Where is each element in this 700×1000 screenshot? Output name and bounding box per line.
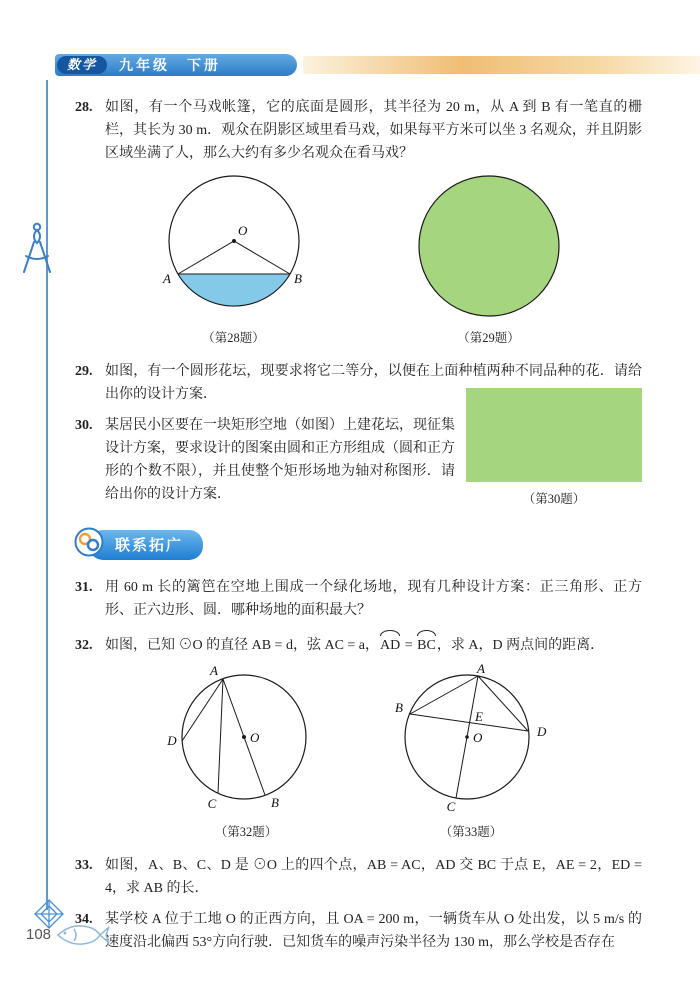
header-orange-band: [303, 56, 700, 74]
label-D: D: [166, 733, 177, 748]
figure-28: [149, 171, 319, 346]
problem-34: [75, 908, 642, 954]
label-C: C: [207, 796, 216, 811]
arc-AD: AD: [379, 634, 401, 657]
figure-32-caption: （第32题）: [214, 825, 278, 839]
label-A: A: [476, 663, 485, 676]
figure-33: [389, 663, 554, 840]
figure-33-caption: （第33题）: [439, 825, 503, 839]
problem-28: [75, 96, 642, 165]
problem-32-text: [105, 634, 642, 657]
section-badge-wrap: [89, 530, 203, 560]
label-B: B: [270, 795, 279, 810]
problem-28-text: 如图，有一个马戏帐篷，它的底面是圆形，其半径为 20 m，从 A 到 B 有一笔直的栅栏，其长为 30 m．观众在阴影区域里看马戏，如果每平方米可以坐 3 名观众，并且阴影区域坐满了人，那么大约有多少名观众在看马戏？: [105, 100, 642, 161]
center-dot: [242, 735, 246, 739]
rectangular-plot: [466, 388, 642, 482]
figure-30-diagram: [466, 388, 642, 482]
page-number: 108: [26, 926, 52, 943]
center-dot: [465, 735, 469, 739]
problem-33-text: 如图，A、B、C、D 是 ⊙O 上的四个点，AB = AC，AD 交 BC 于点 E，AE = 2，ED = 4，求 AB 的长．: [105, 858, 642, 896]
problem-31-text: 用 60 m 长的篱笆在空地上围成一个绿化场地，现有几种设计方案：正三角形、正方形、正六边形、圆．哪种场地的面积最大？: [105, 580, 642, 618]
subject-logo: 数学: [57, 56, 107, 74]
problem-34-text: 某学校 A 位于工地 O 的正西方向，且 OA = 200 m，一辆货车从 O 处出发，以 5 m/s 的速度沿北偏西 53°方向行驶．已知货车的噪声污染半径为 130 m，那么学校是否存在: [105, 912, 642, 950]
label-C: C: [446, 799, 455, 814]
section-badge: 联系拓广: [89, 530, 203, 560]
compass-icon: [14, 220, 60, 280]
problem-31: [75, 576, 642, 622]
chords: [410, 676, 528, 798]
arc-BC: BC: [416, 634, 437, 657]
chain-link-icon: [73, 526, 105, 558]
figure-29-caption: （第29题）: [457, 331, 520, 345]
problem-29-number: 29.: [75, 364, 93, 379]
label-E: E: [474, 709, 483, 724]
flower-bed-circle: [419, 176, 559, 316]
fish-icon: [54, 922, 112, 948]
figure-29-diagram: [409, 171, 569, 321]
problem-33-number: 33.: [75, 858, 93, 873]
figure-28-diagram: [149, 171, 319, 321]
problem-30: [75, 414, 455, 506]
figure-32: [164, 663, 329, 840]
label-A: A: [162, 271, 171, 286]
problem-32-number: 32.: [75, 638, 93, 653]
figure-32-diagram: [164, 663, 329, 815]
label-A: A: [209, 663, 218, 678]
problem-30-text: 某居民小区要在一块矩形空地（如图）上建花坛，现征集设计方案，要求设计的图案由圆和正方形组成（圆和正方形的个数不限），并且使整个矩形场地为轴对称图形．请给出你的设计方案．: [105, 418, 455, 502]
figure-33-diagram: [389, 663, 554, 815]
margin-rule: [46, 80, 48, 910]
figure-29: [409, 171, 569, 346]
figure-30: [466, 388, 642, 507]
problem-30-section: [75, 414, 642, 506]
problem-32-text-post: ，求 A，D 两点间的距离．: [436, 638, 605, 653]
problem-31-number: 31.: [75, 580, 93, 595]
problem-33: [75, 854, 642, 900]
shaded-segment: [178, 274, 290, 306]
figure-28-caption: （第28题）: [202, 331, 265, 345]
label-O: O: [249, 730, 259, 745]
label-D: D: [536, 724, 546, 739]
problem-34-number: 34.: [75, 912, 93, 927]
figure-row-2: [75, 663, 642, 840]
figure-row-1: [75, 171, 642, 346]
label-O: O: [472, 730, 482, 745]
triangle-oab: [178, 241, 290, 274]
figure-30-caption: （第30题）: [522, 492, 586, 506]
problem-32: [75, 634, 642, 657]
label-O: O: [237, 223, 247, 238]
center-dot: [232, 239, 236, 243]
label-B: B: [394, 700, 403, 715]
page-title: 九年级 下册: [119, 57, 222, 73]
label-B: B: [293, 271, 302, 286]
problem-28-number: 28.: [75, 100, 93, 115]
problem-29-text: 如图，有一个圆形花坛，现要求将它二等分，以便在上面种植两种不同品种的花．请给出你的设计方案．: [105, 364, 642, 402]
content-column: [75, 96, 642, 954]
problem-32-text-pre: 如图，已知 ⊙O 的直径 AB = d，弦 AC = a，: [105, 638, 380, 653]
problem-30-number: 30.: [75, 418, 93, 433]
header-bar: [55, 54, 297, 76]
problem-32-equals: =: [401, 638, 417, 653]
